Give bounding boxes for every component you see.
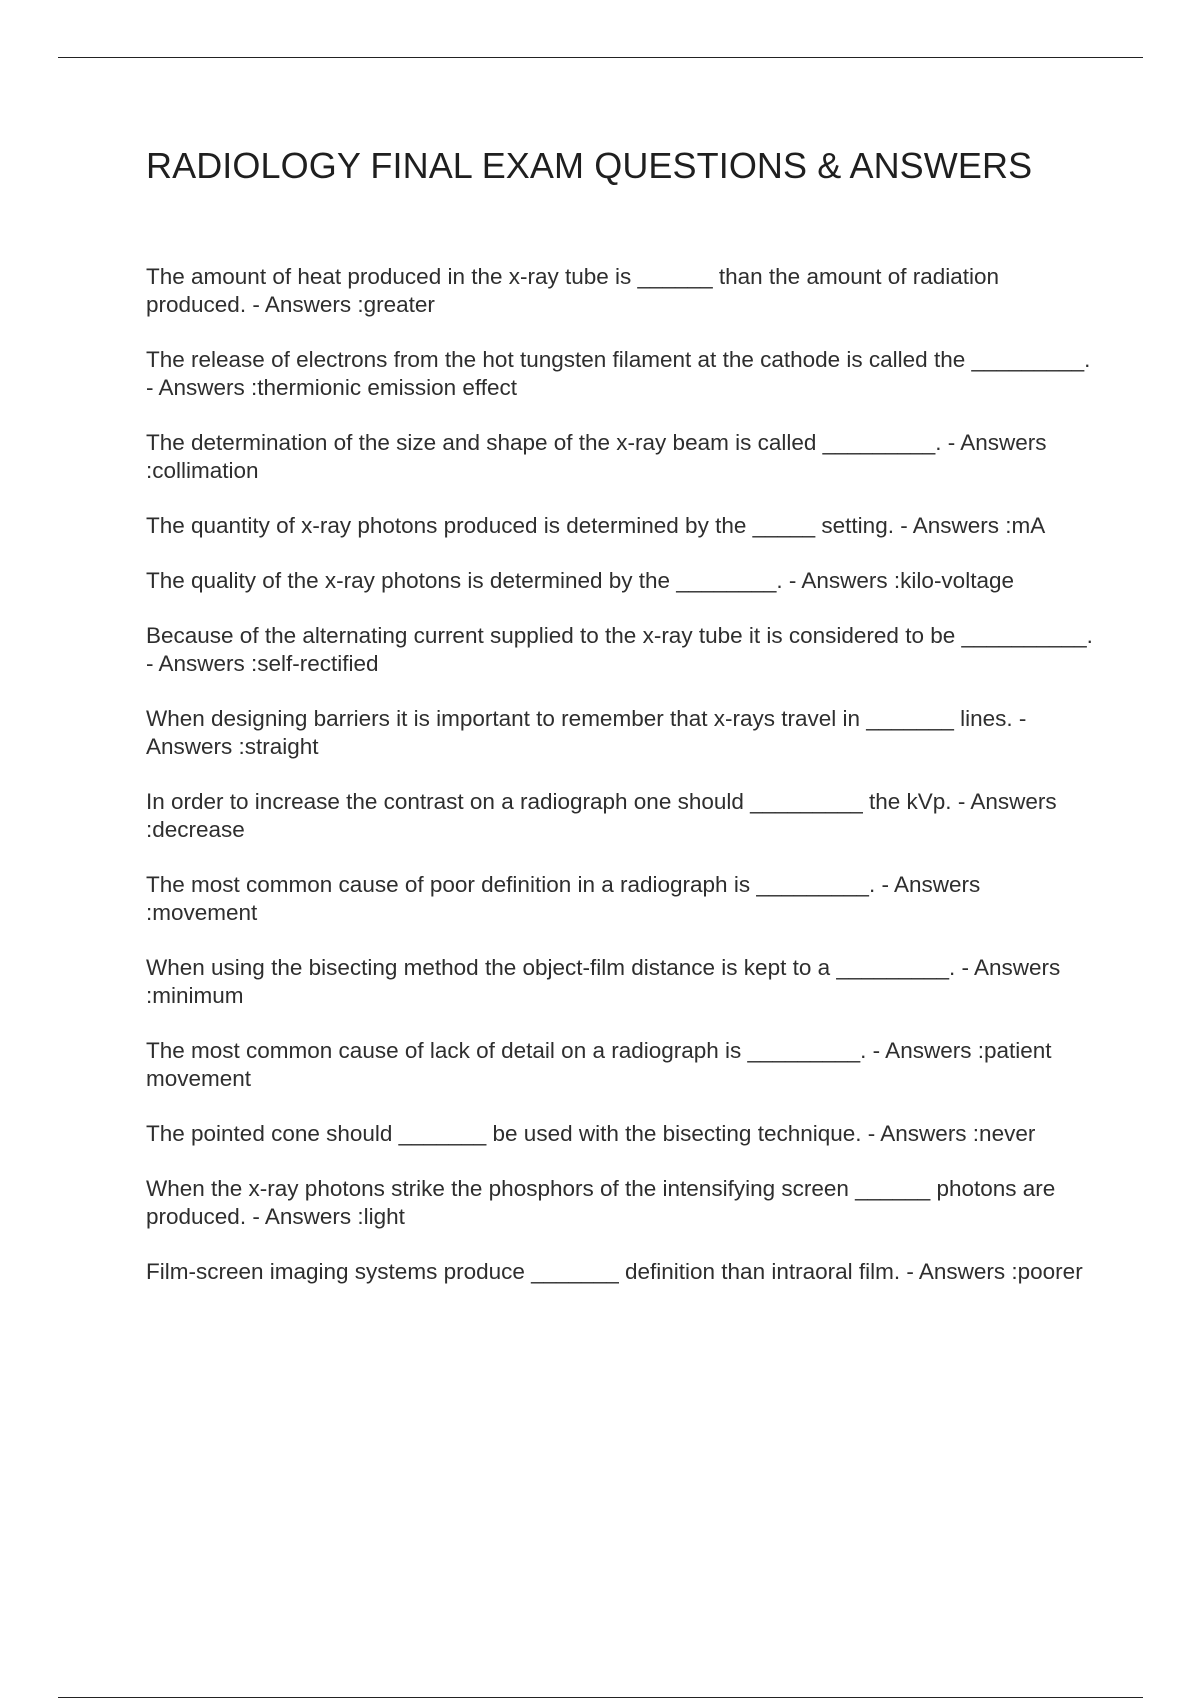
qa-item: When designing barriers it is important to remember that x-rays travel in _______ lines. - Answers :straight xyxy=(146,706,1027,759)
qa-item: Film-screen imaging systems produce _______ definition than intraoral film. - Answers :poorer xyxy=(146,1259,1083,1284)
qa-item: The most common cause of poor definition in a radiograph is _________. - Answers :movement xyxy=(146,872,981,925)
qa-item: The quality of the x-ray photons is determined by the ________. - Answers :kilo-voltage xyxy=(146,568,1014,593)
qa-item: The quantity of x-ray photons produced is determined by the _____ setting. - Answers :mA xyxy=(146,513,1046,538)
page-title: RADIOLOGY FINAL EXAM QUESTIONS & ANSWERS xyxy=(146,145,1033,186)
bottom-rule xyxy=(58,1697,1143,1698)
qa-item: The pointed cone should _______ be used with the bisecting technique. - Answers :never xyxy=(146,1121,1036,1146)
qa-item: In order to increase the contrast on a radiograph one should _________ the kVp. - Answers :decrease xyxy=(146,789,1057,842)
qa-item: The determination of the size and shape of the x-ray beam is called _________. - Answers :collimation xyxy=(146,430,1047,483)
qa-item: Because of the alternating current supplied to the x-ray tube it is considered to be __________. - Answers :self-rectified xyxy=(146,623,1093,676)
qa-item: When the x-ray photons strike the phosphors of the intensifying screen ______ photons are produced. - Answers :light xyxy=(146,1176,1056,1229)
top-rule xyxy=(58,57,1143,58)
qa-item: When using the bisecting method the object-film distance is kept to a _________. - Answers :minimum xyxy=(146,955,1061,1008)
qa-item: The most common cause of lack of detail on a radiograph is _________. - Answers :patient movement xyxy=(146,1038,1052,1091)
qa-item: The release of electrons from the hot tungsten filament at the cathode is called the _________. - Answers :thermionic emission effect xyxy=(146,347,1091,400)
qa-item: The amount of heat produced in the x-ray tube is ______ than the amount of radiation produced. - Answers :greater xyxy=(146,264,1000,317)
qa-list xyxy=(146,263,1096,1313)
